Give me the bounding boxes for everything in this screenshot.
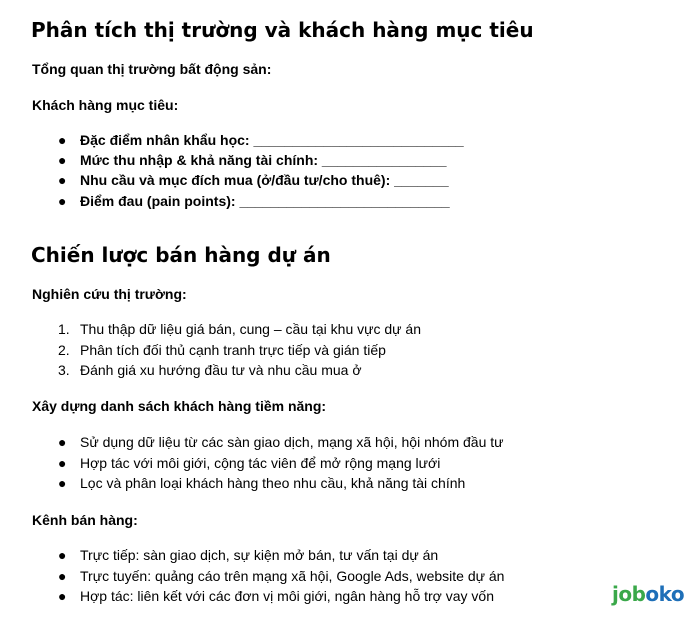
- section-title-sales-strategy: Chiến lược bán hàng dự án: [31, 243, 331, 267]
- bullet-marker: ●: [58, 475, 67, 491]
- list-item: [58, 433, 504, 451]
- bullet-marker: ●: [58, 455, 67, 471]
- logo-part-b: oko: [645, 582, 685, 606]
- list-item-text: Mức thu nhập & khả năng tài chính: ________________: [80, 152, 447, 168]
- list-item-text: Đánh giá xu hướng đầu tư và nhu cầu mua ở: [80, 362, 362, 378]
- list-item-text: Lọc và phân loại khách hàng theo nhu cầu, khả năng tài chính: [80, 475, 466, 491]
- list-item-text: Nhu cầu và mục đích mua (ở/đầu tư/cho thuê): _______: [80, 172, 449, 188]
- list-item: [58, 546, 438, 564]
- list-item-text: Trực tuyến: quảng cáo trên mạng xã hội, Google Ads, website dự án: [80, 568, 505, 584]
- list-item: [58, 131, 464, 149]
- heading-market-research: Nghiên cứu thị trường:: [32, 286, 187, 302]
- list-item: [58, 151, 447, 169]
- list-item-text: Đặc điểm nhân khẩu học: ___________________________: [80, 132, 464, 148]
- joboko-logo: [612, 582, 684, 606]
- list-item-text: Sử dụng dữ liệu từ các sàn giao dịch, mạng xã hội, hội nhóm đầu tư: [80, 434, 504, 450]
- number-marker: 1.: [58, 321, 70, 337]
- list-item: [58, 192, 450, 210]
- section-title-market-analysis: Phân tích thị trường và khách hàng mục tiêu: [31, 18, 534, 42]
- number-marker: 3.: [58, 362, 70, 378]
- list-item: [58, 341, 386, 359]
- list-item: [58, 171, 449, 189]
- heading-lead-list: Xây dựng danh sách khách hàng tiềm năng:: [32, 398, 327, 414]
- list-item: [58, 567, 504, 585]
- number-marker: 2.: [58, 342, 70, 358]
- list-item-text: Điểm đau (pain points): ___________________________: [80, 193, 450, 209]
- heading-target-customers: Khách hàng mục tiêu:: [32, 97, 179, 113]
- bullet-marker: ●: [58, 434, 67, 450]
- bullet-marker: ●: [58, 172, 67, 188]
- list-item: [58, 474, 465, 492]
- list-item-text: Thu thập dữ liệu giá bán, cung – cầu tại khu vực dự án: [80, 321, 421, 337]
- bullet-marker: ●: [58, 568, 67, 584]
- list-item-text: Hợp tác với môi giới, cộng tác viên để mở rộng mạng lưới: [80, 455, 441, 471]
- list-item-text: Trực tiếp: sàn giao dịch, sự kiện mở bán, tư vấn tại dự án: [80, 547, 439, 563]
- bullet-marker: ●: [58, 588, 67, 604]
- bullet-marker: ●: [58, 193, 67, 209]
- heading-market-overview: Tổng quan thị trường bất động sản:: [32, 61, 272, 77]
- heading-sales-channels: Kênh bán hàng:: [32, 512, 138, 528]
- bullet-marker: ●: [58, 547, 67, 563]
- bullet-marker: ●: [58, 132, 67, 148]
- logo-part-a: job: [612, 582, 646, 606]
- list-item: [58, 361, 362, 379]
- list-item-text: Phân tích đối thủ cạnh tranh trực tiếp và gián tiếp: [80, 342, 386, 358]
- bullet-marker: ●: [58, 152, 67, 168]
- list-item-text: Hợp tác: liên kết với các đơn vị môi giới, ngân hàng hỗ trợ vay vốn: [80, 588, 494, 604]
- list-item: [58, 454, 440, 472]
- list-item: [58, 320, 421, 338]
- list-item: [58, 587, 494, 605]
